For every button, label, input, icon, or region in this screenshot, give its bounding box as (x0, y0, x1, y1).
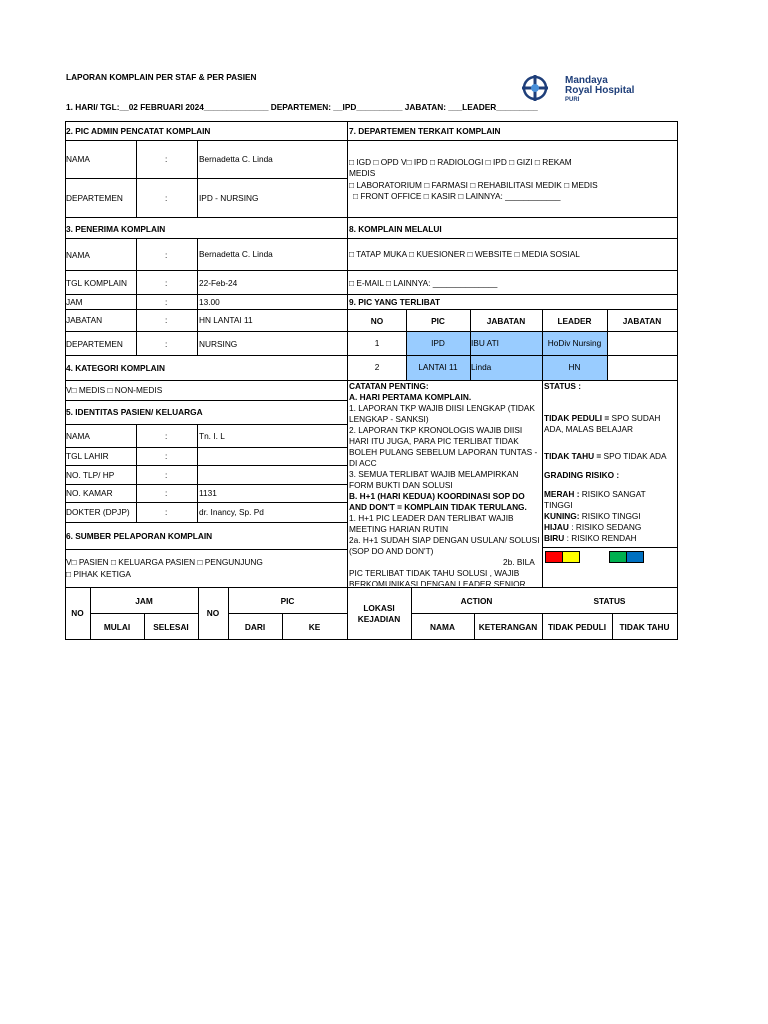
sec9-row2-pic: LANTAI 11 (418, 362, 458, 372)
sec5-tgl-label: TGL LAHIR (66, 451, 109, 461)
bt-action: ACTION (460, 596, 493, 606)
bt-no: NO (71, 608, 84, 618)
sec6-line1: V□ PASIEN □ KELUARGA PASIEN □ PENGUNJUNG (66, 557, 263, 567)
sec3-title: 3. PENERIMA KOMPLAIN (66, 224, 166, 234)
colon: : (165, 339, 168, 349)
catatan-b-title2: AND DON'T = KOMPLAIN TIDAK TERULANG. (349, 502, 527, 512)
sec9-header-leader: LEADER (557, 316, 592, 326)
sec9-header-no: NO (370, 316, 384, 326)
catatan-line: HARI ITU JUGA, PARA PIC TERLIBAT TIDAK (349, 436, 519, 446)
status-title: STATUS : (544, 381, 582, 391)
sec9-header-jabatan: JABATAN (486, 316, 526, 326)
grading-kuning (544, 511, 641, 521)
sec3-jam-value: 13.00 (199, 297, 220, 307)
bt-tidak-tahu: TIDAK TAHU (619, 622, 670, 632)
sec9-header-pic: PIC (431, 316, 445, 326)
bt-dari: DARI (244, 622, 266, 632)
sec2-nama-value: Bernadetta C. Linda (199, 154, 273, 164)
grading-title: GRADING RISIKO : (544, 470, 620, 480)
sec9-row2-leader: HN (568, 362, 581, 372)
sec3-jabatan-label: JABATAN (66, 315, 103, 325)
colon: : (165, 470, 168, 480)
swatch-red (545, 551, 563, 563)
colon: : (165, 431, 168, 441)
sec5-kamar-label: NO. KAMAR (66, 488, 113, 498)
catatan-line: LENGKAP - SANKSI) (349, 414, 429, 424)
catatan-a-title: A. HARI PERTAMA KOMPLAIN. (349, 392, 472, 402)
bt-status: STATUS (593, 596, 626, 606)
logo-line2: Royal Hospital (565, 85, 635, 96)
sec2-dept-label: DEPARTEMEN (66, 193, 123, 203)
colon: : (165, 278, 168, 288)
sec5-kamar-value: 1131 (199, 488, 217, 498)
sec3-tgl-value: 22-Feb-24 (199, 278, 238, 288)
hijau-text: : RISIKO SEDANG (568, 522, 642, 532)
colon: : (165, 315, 168, 325)
grading-merah-2: TINGGI (544, 500, 573, 510)
tidak-tahu-text: SPO TIDAK ADA (601, 451, 667, 461)
status-tidak-peduli (544, 413, 660, 423)
bt-lokasi: LOKASI (363, 603, 395, 613)
catatan-line: 3. SEMUA TERLIBAT WAJIB MELAMPIRKAN (349, 469, 519, 479)
tidak-tahu-label: TIDAK TAHU = (544, 451, 602, 461)
sec9-header-jabatan2: JABATAN (622, 316, 662, 326)
colon: : (165, 451, 168, 461)
sec3-nama-value: Bernadetta C. Linda (199, 249, 273, 259)
logo-line1: Mandaya (565, 75, 608, 86)
hijau-label: HIJAU (544, 522, 569, 532)
colon: : (165, 193, 168, 203)
catatan-line: BERKOMUNIKASI DENGAN LEADER SENIOR (349, 579, 526, 586)
bt-tidak-peduli: TIDAK PEDULI (547, 622, 607, 632)
logo-line3: PURI (565, 97, 580, 103)
bt-mulai: MULAI (103, 622, 131, 632)
sec9-title: 9. PIC YANG TERLIBAT (349, 297, 441, 307)
colon: : (165, 488, 168, 498)
sec9-row1-pic: IPD (431, 338, 445, 348)
swatch-yellow (562, 551, 580, 563)
catatan-line: FORM BUKTI DAN SOLUSI (349, 480, 453, 490)
catatan-line: 2. LAPORAN TKP KRONOLOGIS WAJIB DIISI (349, 425, 523, 435)
colon: : (165, 507, 168, 517)
bt-no2: NO (206, 608, 220, 618)
catatan-block (348, 380, 541, 586)
bt-kejadian: KEJADIAN (357, 614, 401, 624)
biru-text: : RISIKO RENDAH (564, 533, 637, 543)
grading-hijau (544, 522, 641, 532)
mandaya-logo (520, 72, 640, 106)
sec5-tlp-label: NO. TLP/ HP (66, 470, 115, 480)
sec7-line1: □ IGD □ OPD V□ IPD □ RADIOLOGI □ IPD □ GIZI □ REKAM (349, 157, 572, 167)
sec4-line: V□ MEDIS □ NON-MEDIS (66, 385, 163, 395)
sec7-line4: □ FRONT OFFICE □ KASIR □ LAINNYA: ____________ (353, 191, 561, 201)
bt-ke: KE (308, 622, 321, 632)
sec9-row1-no: 1 (374, 338, 380, 348)
mandaya-logo-icon (520, 73, 550, 103)
sec3-jabatan-value: HN LANTAI 11 (199, 315, 253, 325)
bt-pic: PIC (280, 596, 295, 606)
bt-jam: JAM (135, 596, 153, 606)
tidak-peduli-label: TIDAK PEDULI = (544, 413, 610, 423)
tidak-peduli-text: SPO SUDAH (609, 413, 661, 423)
catatan-line: PIC TERLIBAT TIDAK TAHU SOLUSI , WAJIB (349, 568, 520, 578)
sec3-nama-label: NAMA (66, 250, 90, 260)
sec5-dokter-value: dr. Inancy, Sp. Pd (199, 507, 264, 517)
kuning-label: KUNING: (544, 511, 580, 521)
catatan-line: (SOP DO AND DON'T) (349, 546, 434, 556)
form-title: LAPORAN KOMPLAIN PER STAF & PER PASIEN (66, 72, 257, 82)
grading-merah (544, 489, 646, 499)
bt-nama: NAMA (430, 622, 455, 632)
kuning-text: RISIKO TINGGI (579, 511, 641, 521)
catatan-line: BOLEH PULANG SEBELUM LAPORAN TUNTAS - (349, 447, 538, 457)
sec9-row1-leader: HoDiv Nursing (547, 338, 602, 348)
catatan-line: 2b. BILA (503, 557, 535, 567)
catatan-line: 1. LAPORAN TKP WAJIB DIISI LENGKAP (TIDAK (349, 403, 535, 413)
sec7-title: 7. DEPARTEMEN TERKAIT KOMPLAIN (349, 126, 501, 136)
bt-keterangan: KETERANGAN (478, 622, 538, 632)
swatch-green (609, 551, 627, 563)
sec7-line2: MEDIS (349, 168, 376, 178)
sec8-line1: □ TATAP MUKA □ KUESIONER □ WEBSITE □ MEDIA SOSIAL (349, 249, 580, 259)
catatan-line: 1. H+1 PIC LEADER DAN TERLIBAT WAJIB (349, 513, 514, 523)
sec2-title: 2. PIC ADMIN PENCATAT KOMPLAIN (66, 126, 211, 136)
merah-text: RISIKO SANGAT (579, 489, 646, 499)
catatan-line: 2a. H+1 SUDAH SIAP DENGAN USULAN/ SOLUSI (349, 535, 540, 545)
sec4-title: 4. KATEGORI KOMPLAIN (66, 363, 165, 373)
sec3-dept-label: DEPARTEMEN (66, 339, 123, 349)
colon: : (165, 154, 168, 164)
catatan-title: CATATAN PENTING: (349, 381, 429, 391)
grading-biru (544, 533, 637, 543)
status-tidak-peduli-2: ADA, MALAS BELAJAR (544, 424, 633, 434)
sec6-title: 6. SUMBER PELAPORAN KOMPLAIN (66, 531, 213, 541)
header-date-dept-line: 1. HARI/ TGL:__02 FEBRUARI 2024______________ DEPARTEMEN: __IPD__________ JABATAN: ___LEADER_________ (66, 102, 538, 112)
sec8-title: 8. KOMPLAIN MELALUI (349, 224, 442, 234)
colon: : (165, 297, 168, 307)
bt-selesai: SELESAI (153, 622, 189, 632)
catatan-line: DI ACC (349, 458, 377, 468)
sec5-nama-value: Tn. I. L (199, 431, 225, 441)
sec6-line2: □ PIHAK KETIGA (66, 569, 131, 579)
status-tidak-tahu (544, 451, 667, 461)
sec7-line3: □ LABORATORIUM □ FARMASI □ REHABILITASI MEDIK □ MEDIS (349, 180, 598, 190)
catatan-b-title: B. H+1 (HARI KEDUA) KOORDINASI SOP DO (349, 491, 525, 501)
sec5-title: 5. IDENTITAS PASIEN/ KELUARGA (66, 407, 203, 417)
swatch-blue (626, 551, 644, 563)
sec8-line2: □ E-MAIL □ LAINNYA: ______________ (349, 278, 498, 288)
sec5-dokter-label: DOKTER (DPJP) (66, 507, 130, 517)
sec9-row2-no: 2 (374, 362, 380, 372)
biru-label: BIRU (544, 533, 565, 543)
sec2-nama-label: NAMA (66, 154, 90, 164)
merah-label: MERAH : (544, 489, 580, 499)
sec3-tgl-label: TGL KOMPLAIN (66, 278, 128, 288)
sec9-row2-jabatan: Linda (471, 362, 492, 372)
colon: : (165, 250, 168, 260)
sec3-jam-label: JAM (66, 297, 83, 307)
sec2-dept-value: IPD - NURSING (199, 193, 259, 203)
sec9-row1-jabatan: IBU ATI (471, 338, 499, 348)
sec5-nama-label: NAMA (66, 431, 90, 441)
catatan-line: MEETING HARIAN RUTIN (349, 524, 449, 534)
sec3-dept-value: NURSING (199, 339, 238, 349)
